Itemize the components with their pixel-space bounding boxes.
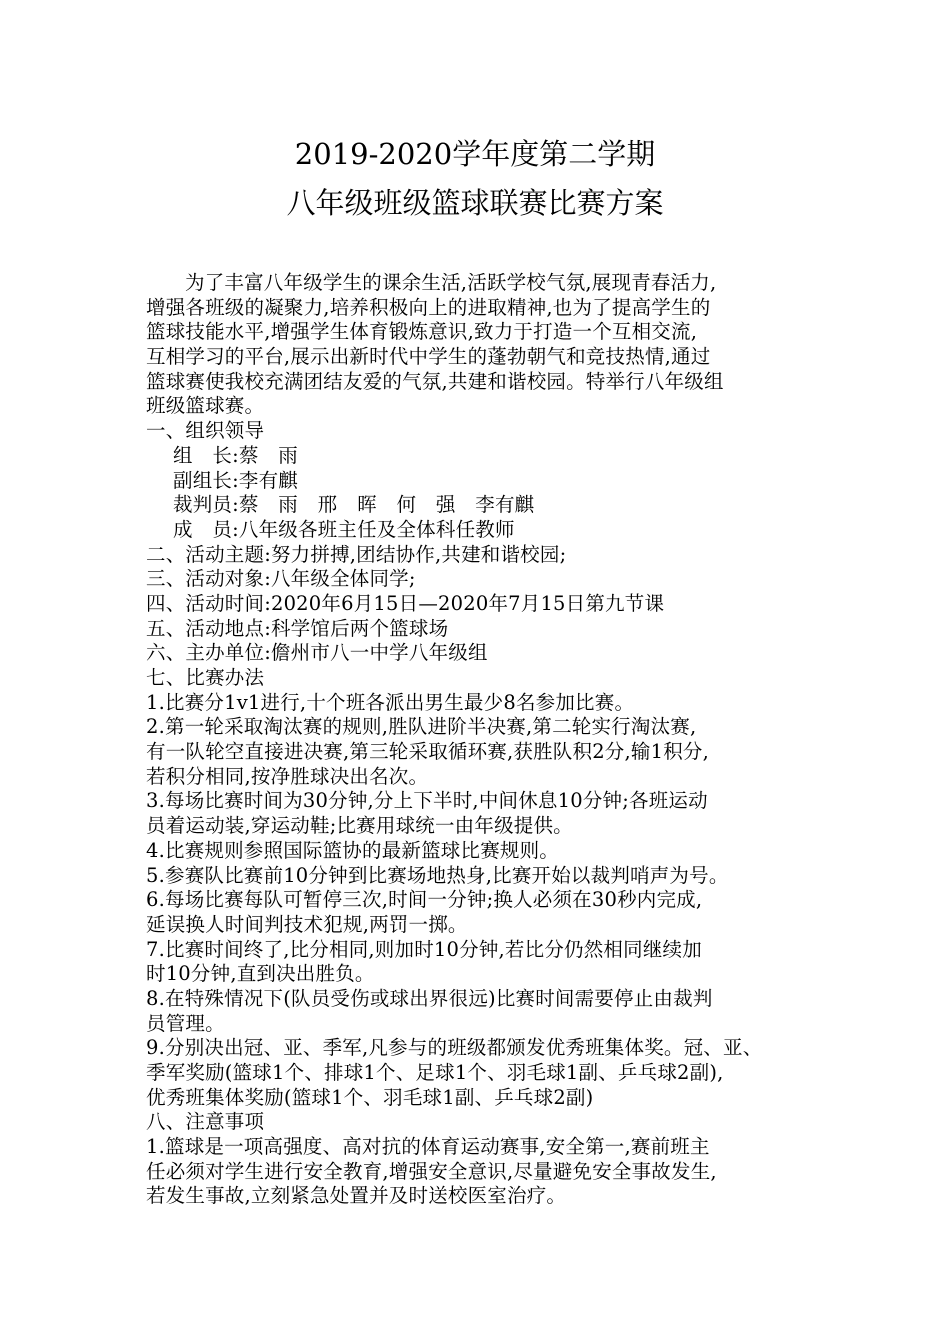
text-line: 若发生事故,立刻紧急处置并及时送校医室治疗。 <box>146 1184 567 1208</box>
text-line: 互相学习的平台,展示出新时代中学生的蓬勃朝气和竞技热情,通过 <box>146 345 711 369</box>
text-line: 七、比赛办法 <box>146 666 265 689</box>
text-line: 篮球赛使我校充满团结友爱的气氛,共建和谐校园。特举行八年级组 <box>146 369 724 393</box>
text-line: 优秀班集体奖励(篮球1个、羽毛球1副、乒乓球2副) <box>146 1085 594 1109</box>
document-body <box>146 271 826 1209</box>
text-line: 二、活动主题:努力拼搏,团结协作,共建和谐校园; <box>146 542 567 566</box>
text-line: 一、组织领导 <box>146 419 265 443</box>
document-title-line2: 八年级班级篮球联赛比赛方案 <box>286 186 664 220</box>
text-line: 员管理。 <box>146 1011 225 1035</box>
text-line: 三、活动对象:八年级全体同学; <box>146 567 416 591</box>
text-line: 4.比赛规则参照国际篮协的最新篮球比赛规则。 <box>146 838 560 862</box>
text-line: 时10分钟,直到决出胜负。 <box>146 962 375 986</box>
text-line: 任必须对学生进行安全教育,增强安全意识,尽量避免安全事故发生, <box>146 1159 717 1183</box>
text-line: 六、主办单位:儋州市八一中学八年级组 <box>146 641 488 665</box>
text-line: 组 长:蔡 雨 <box>173 443 298 467</box>
text-line: 7.比赛时间终了,比分相同,则加时10分钟,若比分仍然相同继续加 <box>146 937 702 961</box>
text-line: 季军奖励(篮球1个、排球1个、足球1个、羽毛球1副、乒乓球2副), <box>146 1061 724 1084</box>
text-line: 四、活动时间:2020年6月15日—2020年7月15日第九节课 <box>146 591 665 615</box>
text-line: 成 员:八年级各班主任及全体科任教师 <box>173 517 515 541</box>
text-line: 延误换人时间判技术犯规,两罚一掷。 <box>146 912 468 936</box>
text-line: 6.每场比赛每队可暂停三次,时间一分钟;换人必须在30秒内完成, <box>146 888 703 912</box>
text-line: 员着运动装,穿运动鞋;比赛用球统一由年级提供。 <box>146 814 573 838</box>
text-line: 班级篮球赛。 <box>146 394 265 418</box>
text-line: 裁判员:蔡 雨 邢 晖 何 强 李有麒 <box>173 493 535 517</box>
document-title-line1: 2019-2020学年度第二学期 <box>294 137 656 171</box>
text-line: 9.分别决出冠、亚、季军,凡参与的班级都颁发优秀班集体奖。冠、亚、 <box>146 1036 763 1060</box>
text-line: 若积分相同,按净胜球决出名次。 <box>146 764 429 788</box>
text-line: 8.在特殊情况下(队员受伤或球出界很远)比赛时间需要停止由裁判 <box>146 986 713 1010</box>
text-line: 八、注意事项 <box>146 1110 265 1134</box>
text-line: 副组长:李有麒 <box>173 468 298 492</box>
text-line: 有一队轮空直接进决赛,第三轮采取循环赛,获胜队积2分,输1积分, <box>146 740 710 764</box>
text-line: 篮球技能水平,增强学生体育锻炼意识,致力于打造一个互相交流, <box>146 320 698 344</box>
text-line: 1.比赛分1v1进行,十个班各派出男生最少8名参加比赛。 <box>146 690 635 714</box>
text-line: 五、活动地点:科学馆后两个篮球场 <box>146 616 449 640</box>
text-line: 1.篮球是一项高强度、高对抗的体育运动赛事,安全第一,赛前班主 <box>146 1135 710 1159</box>
text-line: 为了丰富八年级学生的课余生活,活跃学校气氛,展现青春活力, <box>185 271 717 294</box>
text-line: 5.参赛队比赛前10分钟到比赛场地热身,比赛开始以裁判哨声为号。 <box>146 863 729 887</box>
text-line: 增强各班级的凝聚力,培养积极向上的进取精神,也为了提高学生的 <box>146 295 711 319</box>
text-line: 2.第一轮采取淘汰赛的规则,胜队进阶半决赛,第二轮实行淘汰赛, <box>146 715 697 739</box>
text-line: 3.每场比赛时间为30分钟,分上下半时,中间休息10分钟;各班运动 <box>146 789 708 813</box>
